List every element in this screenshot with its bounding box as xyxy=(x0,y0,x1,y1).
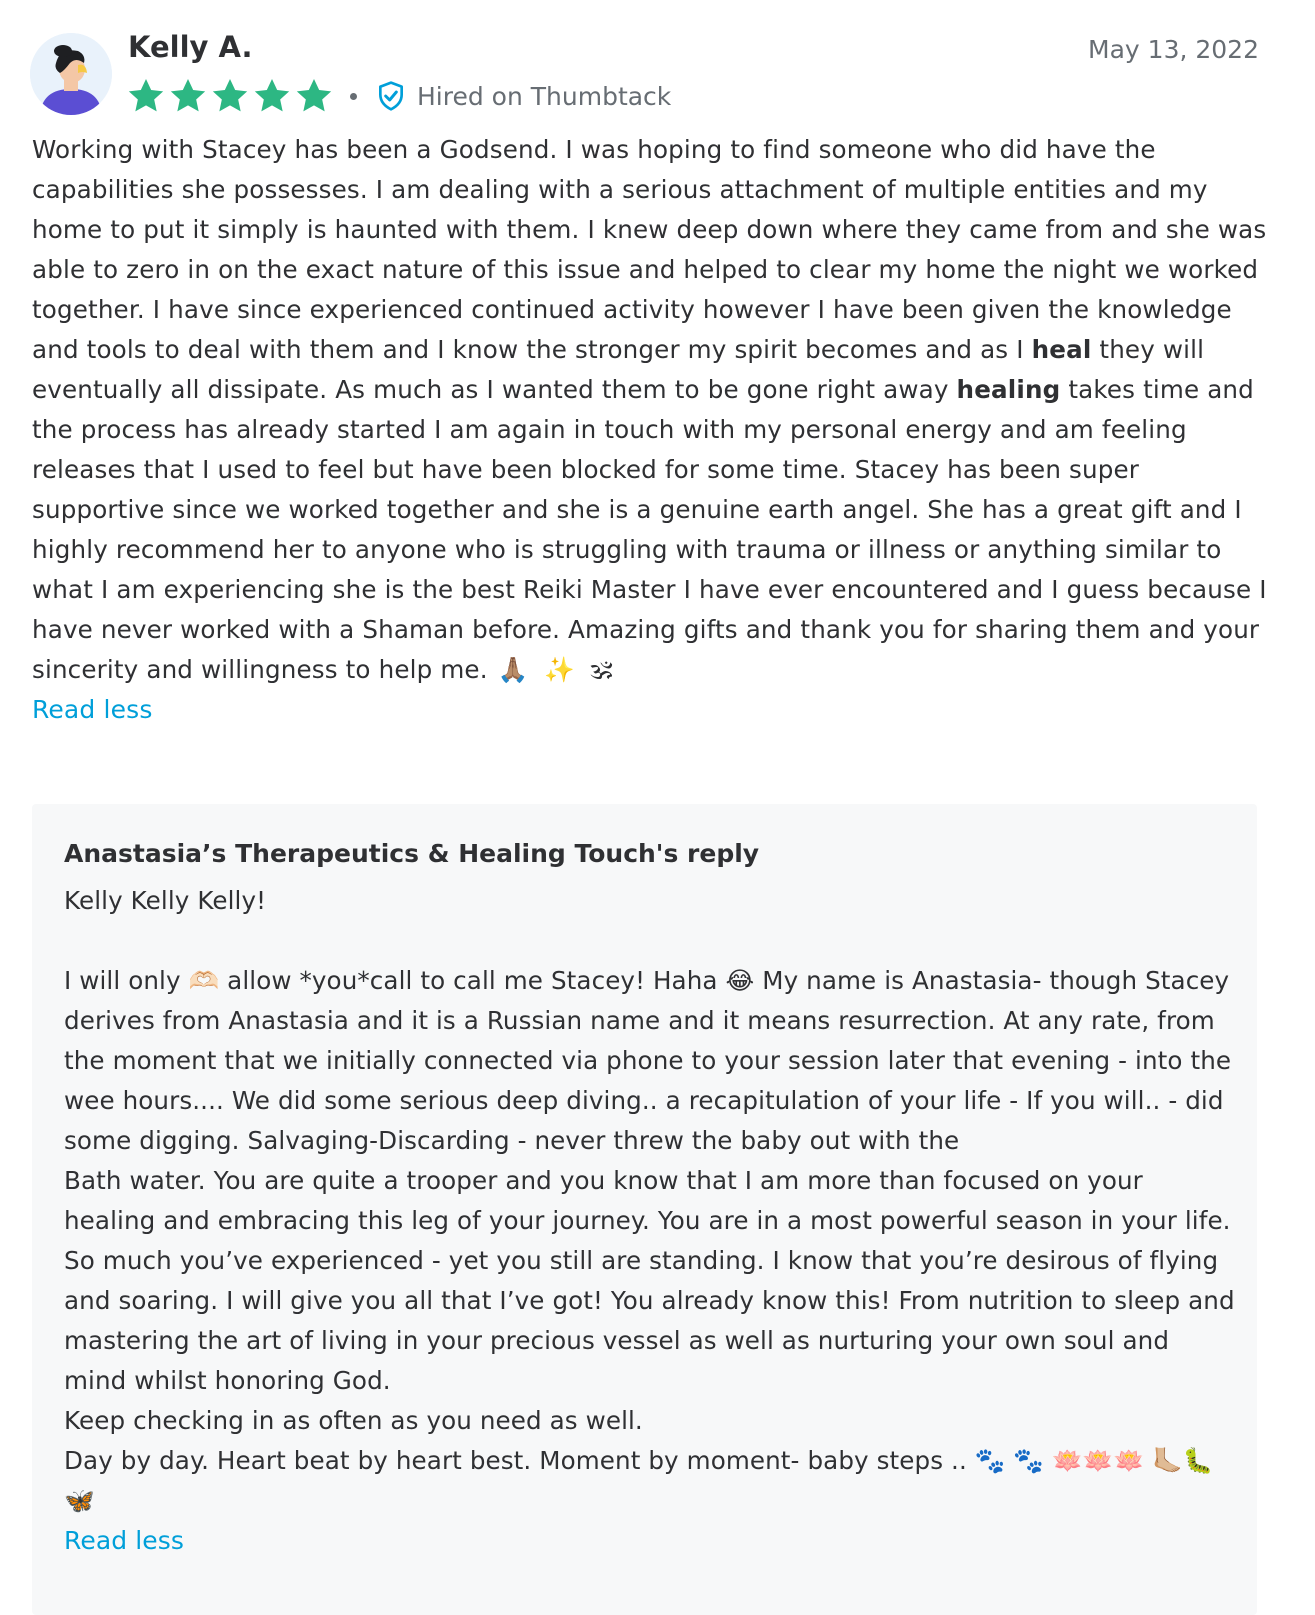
reply-paragraph: Bath water. You are quite a trooper and you know that I am more than focused on your healing and embracing this leg of your journey. You are in a most powerful season in your life. So much you’ve experienced - yet you still are standing. I know that you’re desirous of flying and soaring. I will give you all that I’ve got! You already know this! From nutrition to sleep and mastering the art of living in your precious vessel as well as nurturing your own soul and mind whilst honoring God. xyxy=(64,1166,1235,1395)
highlight-keyword: healing xyxy=(956,375,1061,404)
reply-read-less-link[interactable]: Read less xyxy=(64,1526,185,1555)
shield-check-icon xyxy=(375,80,407,112)
reply-paragraph: Day by day. Heart beat by heart best. Moment by moment- baby steps .. 🐾 🐾 🪷🪷🪷 🦶🏼🐛🦋 xyxy=(64,1446,1214,1515)
reply-title: Anastasia’s Therapeutics & Healing Touch's reply xyxy=(64,839,760,868)
read-less-link[interactable]: Read less xyxy=(32,695,153,724)
reply-paragraph: I will only 🫶🏻 allow *you*call to call me Stacey! Haha 😂 My name is Anastasia- though Stacey derives from Anastasia and it is a Russian name and it means resurrection. At any rate, from the moment that we initially connected via phone to your session later that evening - into the wee hours.... We did some serious deep diving.. a recapitulation of your life - If you will.. - did some digging. Salvaging-Discarding - never threw the baby out with the xyxy=(64,966,1232,1155)
user-avatar[interactable] xyxy=(30,33,112,115)
star-icon xyxy=(210,76,250,116)
business-reply xyxy=(32,804,1257,1615)
review-text-part: takes time and the process has already started I am again in touch with my personal energy and am feeling releases that I used to feel but have been blocked for some time. Stacey has been super supportive since we worked together and she is a genuine earth angel. She has a great gift and I highly recommend her to anyone who is struggling with trauma or illness or anything similar to what I am experiencing she is the best Reiki Master I have ever encountered and I guess because I have never worked with a Shaman before. Amazing gifts and thank you for sharing them and your sincerity and willingness to help me. xyxy=(32,375,1267,684)
star-icon xyxy=(294,76,334,116)
rating-row xyxy=(126,74,671,118)
separator-dot xyxy=(350,93,357,100)
review-text-part: Working with Stacey has been a Godsend. I was hoping to find someone who did have the capabilities she possesses. I am dealing with a serious attachment of multiple entities and my home to put it simply is haunted with them. I knew deep down where they came from and she was able to zero in on the exact nature of this issue and helped to clear my home the night we worked together. I have since experienced continued activity however I have been given the knowledge and tools to deal with them and I know the stronger my spirit becomes and as I xyxy=(32,135,1267,364)
reply-paragraph: Keep checking in as often as you need as well. xyxy=(64,1406,643,1435)
star-icon xyxy=(168,76,208,116)
review-body xyxy=(32,130,1277,730)
star-icon xyxy=(126,76,166,116)
review-text-part: they will eventually all dissipate. As much as I wanted them to be gone right away xyxy=(32,335,1205,404)
star-icon xyxy=(252,76,292,116)
star-rating xyxy=(126,76,336,116)
reviewer-name: Kelly A. xyxy=(128,30,253,64)
reply-greeting: Kelly Kelly Kelly! xyxy=(64,886,267,915)
review-date: May 13, 2022 xyxy=(1088,35,1259,64)
highlight-keyword: heal xyxy=(1031,335,1092,364)
review-text xyxy=(32,130,1277,690)
review-emojis: 🙏🏽 ✨ 🕉 xyxy=(497,655,617,684)
hired-badge-label: Hired on Thumbtack xyxy=(417,81,672,111)
reply-body xyxy=(64,881,1239,1561)
